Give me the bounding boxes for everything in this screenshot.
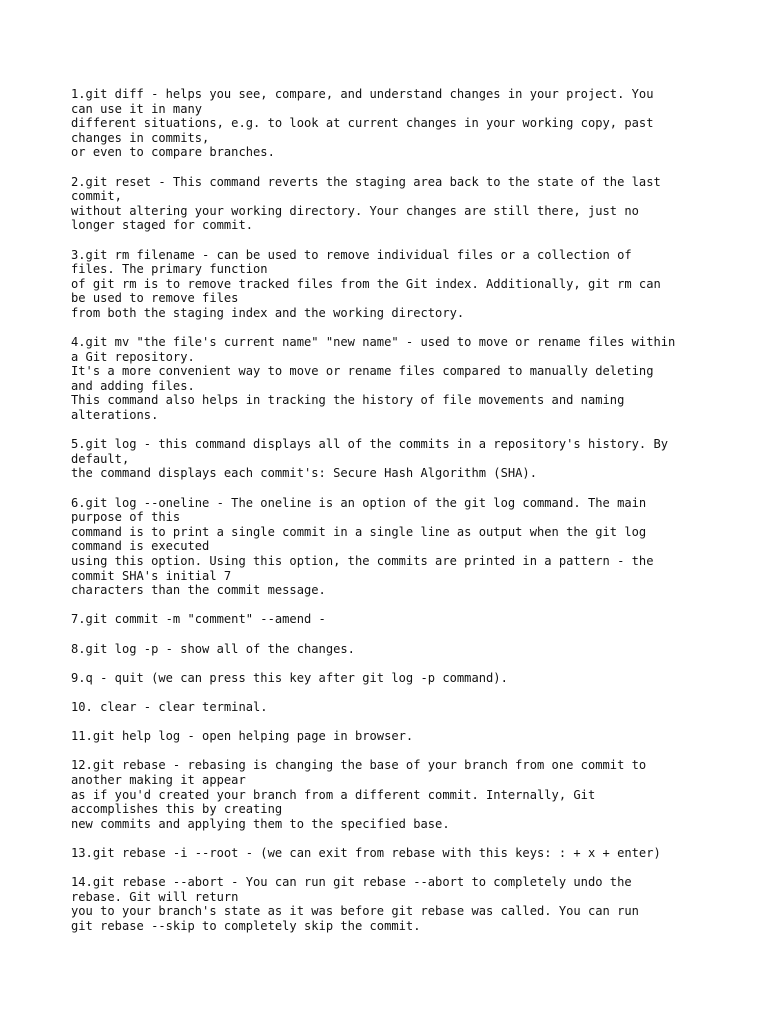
entry-clear <box>71 700 711 715</box>
entry-git-rm <box>71 248 711 321</box>
text-line: the command displays each commit's: Secure Hash Algorithm (SHA). <box>71 466 537 481</box>
text-line: purpose of this <box>71 510 181 525</box>
text-line: different situations, e.g. to look at current changes in your working copy, past <box>71 116 654 131</box>
text-line: without altering your working directory. Your changes are still there, just no <box>71 203 639 218</box>
text-line: It's a more convenient way to move or rename files compared to manually deleting <box>71 364 654 379</box>
text-line: changes in commits, <box>71 130 210 145</box>
text-line: command is executed <box>71 539 210 554</box>
text-line: as if you'd created your branch from a different commit. Internally, Git <box>71 787 596 802</box>
text-line: 1.git diff - helps you see, compare, and understand changes in your project. You <box>71 87 654 101</box>
text-line: new commits and applying them to the specified base. <box>71 816 450 831</box>
entry-git-log-oneline <box>71 496 711 598</box>
entry-quit <box>71 671 711 686</box>
text-line: and adding files. <box>71 378 195 393</box>
text-line: characters than the commit message. <box>71 583 326 598</box>
text-line: be used to remove files <box>71 291 239 306</box>
text-line: alterations. <box>71 408 159 423</box>
text-line: 9.q - quit (we can press this key after git log -p command). <box>71 670 508 685</box>
text-line: 13.git rebase -i --root - (we can exit from rebase with this keys: : + x + enter) <box>71 845 661 860</box>
text-line: 5.git log - this command displays all of the commits in a repository's history. By <box>71 437 669 452</box>
text-line: rebase. Git will return <box>71 889 239 904</box>
text-line: 12.git rebase - rebasing is changing the base of your branch from one commit to <box>71 758 647 773</box>
text-line: 14.git rebase --abort - You can run git rebase --abort to completely undo the <box>71 875 632 890</box>
text-line: This command also helps in tracking the history of file movements and naming <box>71 393 625 408</box>
entry-git-rebase-abort <box>71 875 711 933</box>
entry-git-log <box>71 437 711 481</box>
document-page <box>71 87 711 948</box>
entry-git-rebase <box>71 758 711 831</box>
text-line: 3.git rm filename - can be used to remove individual files or a collection of <box>71 247 632 262</box>
text-line: of git rm is to remove tracked files from the Git index. Additionally, git rm can <box>71 276 661 291</box>
text-line: default, <box>71 451 130 466</box>
entry-git-rebase-root <box>71 846 711 861</box>
text-line: 4.git mv "the file's current name" "new name" - used to move or rename files within <box>71 335 676 350</box>
entry-git-help-log <box>71 729 711 744</box>
text-line: 8.git log -p - show all of the changes. <box>71 641 355 656</box>
text-line: 10. clear - clear terminal. <box>71 699 268 714</box>
text-line: git rebase --skip to completely skip the commit. <box>71 918 421 933</box>
text-line: a Git repository. <box>71 349 195 364</box>
text-line: you to your branch's state as it was before git rebase was called. You can run <box>71 904 639 919</box>
text-line: commit, <box>71 189 122 204</box>
entry-git-reset <box>71 175 711 233</box>
text-line: 6.git log --oneline - The oneline is an option of the git log command. The main <box>71 495 647 510</box>
text-line: using this option. Using this option, the commits are printed in a pattern - the <box>71 554 654 568</box>
text-line: 2.git reset - This command reverts the staging area back to the state of the last <box>71 174 661 189</box>
text-line: command is to print a single commit in a single line as output when the git log <box>71 524 647 539</box>
entry-git-commit-amend <box>71 612 711 627</box>
text-line: accomplishes this by creating <box>71 802 283 817</box>
text-line: 11.git help log - open helping page in browser. <box>71 729 414 744</box>
text-line: longer staged for commit. <box>71 218 254 233</box>
text-line: files. The primary function <box>71 262 268 277</box>
text-line: or even to compare branches. <box>71 145 275 160</box>
text-line: another making it appear <box>71 772 246 787</box>
text-line: 7.git commit -m "comment" --amend - <box>71 612 326 627</box>
entry-git-log-p <box>71 642 711 657</box>
entry-git-mv <box>71 335 711 423</box>
text-line: commit SHA's initial 7 <box>71 568 232 583</box>
text-line: from both the staging index and the working directory. <box>71 305 465 320</box>
entry-git-diff <box>71 87 711 160</box>
text-line: can use it in many <box>71 101 203 116</box>
